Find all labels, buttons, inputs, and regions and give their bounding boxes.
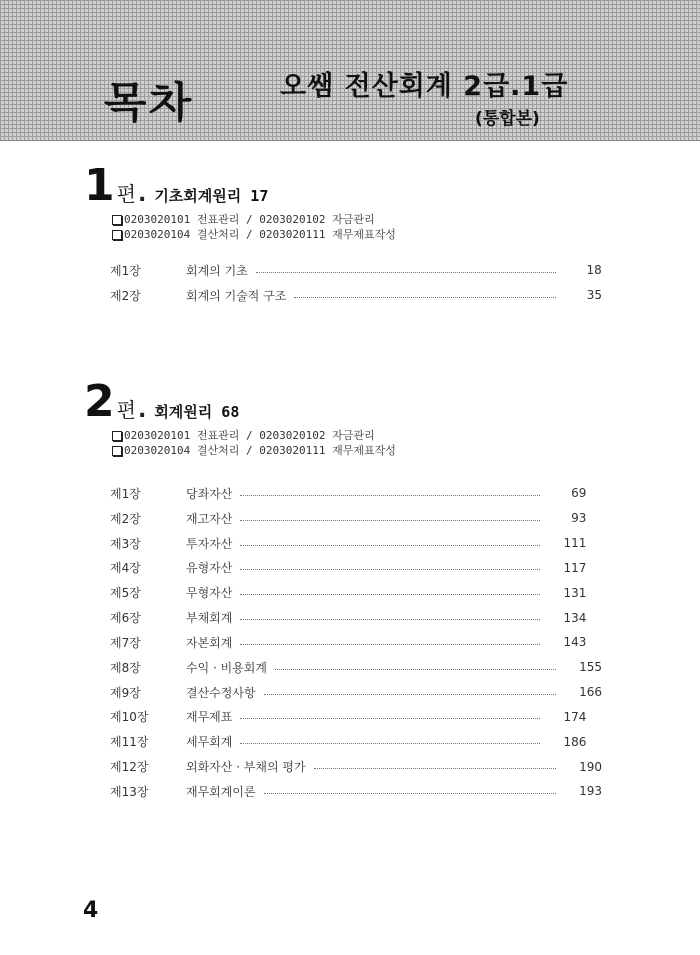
chapter-title: 자본회계 (186, 635, 233, 650)
book-subtitle: (통합본) (475, 109, 540, 129)
chapter-title: 투자자산 (186, 536, 233, 551)
chapter-title: 결산수정사항 (186, 685, 256, 700)
ncs-code-text: 0203020104 결산처리 / 0203020111 재무제표작성 (124, 444, 396, 457)
toc-row[interactable] (110, 531, 602, 556)
chapter-title: 외화자산 · 부채의 평가 (186, 760, 306, 775)
chapter-title: 당좌자산 (186, 486, 233, 501)
toc-row[interactable] (110, 754, 602, 779)
chapter-number: 제4장 (110, 561, 141, 576)
ncs-code-text: 0203020101 전표관리 / 0203020102 자금관리 (124, 213, 375, 226)
chapter-page: 166 (579, 685, 602, 700)
chapter-title: 수익 · 비용회계 (186, 660, 267, 675)
part-heading (84, 160, 396, 211)
checkbox-icon (112, 431, 122, 441)
chapter-page: 111 (563, 536, 587, 551)
part-2-chapter-list (110, 481, 602, 804)
part-2-section (84, 376, 396, 458)
part-title: 회계원리 68 (154, 403, 240, 421)
dot-leader (240, 520, 540, 521)
toc-row[interactable] (110, 506, 602, 531)
part-heading (84, 376, 396, 427)
chapter-number: 제12장 (110, 760, 149, 775)
dot-leader (264, 793, 556, 794)
chapter-page: 186 (563, 734, 587, 749)
toc-row[interactable] (110, 258, 602, 283)
chapter-number: 제2장 (110, 288, 141, 303)
dot-leader (240, 619, 540, 620)
chapter-page: 155 (579, 660, 602, 675)
book-title: 오쌤 전산회계 2급.1급 (280, 71, 569, 102)
chapter-title: 회계의 기초 (186, 263, 248, 278)
chapter-page: 193 (579, 784, 602, 799)
chapter-number: 제1장 (110, 486, 141, 501)
chapter-title: 회계의 기술적 구조 (186, 288, 287, 303)
checkbox-icon (112, 215, 122, 225)
chapter-number: 제1장 (110, 263, 141, 278)
toc-row[interactable] (110, 605, 602, 630)
dot-leader (314, 768, 556, 769)
part-1-section (84, 160, 396, 242)
chapter-number: 제6장 (110, 611, 141, 626)
dot-leader (240, 545, 540, 546)
ncs-code-list (112, 212, 396, 242)
part-dot: . (137, 398, 147, 423)
toc-row[interactable] (110, 779, 602, 804)
chapter-title: 세무회계 (186, 735, 233, 750)
part-1-chapter-list (110, 258, 602, 308)
toc-row[interactable] (110, 481, 602, 506)
chapter-page: 18 (586, 263, 602, 278)
ncs-code-list (112, 428, 396, 458)
ncs-code-text: 0203020104 결산처리 / 0203020111 재무제표작성 (124, 228, 396, 241)
chapter-title: 무형자산 (186, 586, 233, 601)
toc-row[interactable] (110, 729, 602, 754)
chapter-number: 제2장 (110, 511, 141, 526)
chapter-page: 35 (586, 288, 602, 303)
chapter-number: 제8장 (110, 660, 141, 675)
part-dot: . (137, 182, 147, 207)
toc-row[interactable] (110, 555, 602, 580)
chapter-page: 93 (571, 511, 587, 526)
toc-row[interactable] (110, 655, 602, 680)
ncs-code-line (112, 212, 396, 227)
dot-leader (240, 495, 540, 496)
dot-leader (240, 644, 540, 645)
part-title: 기초회계원리 17 (154, 187, 269, 205)
chapter-title: 부채회계 (186, 611, 233, 626)
dot-leader (264, 694, 556, 695)
page-number: 4 (83, 898, 99, 923)
chapter-title: 재무제표 (186, 710, 233, 725)
part-number: 1 (84, 160, 115, 211)
chapter-page: 190 (579, 759, 602, 774)
dot-leader (240, 594, 540, 595)
chapter-number: 제9장 (110, 685, 141, 700)
chapter-title: 재무회계이론 (186, 784, 256, 799)
ncs-code-text: 0203020101 전표관리 / 0203020102 자금관리 (124, 429, 375, 442)
toc-title: 목차 (103, 78, 194, 127)
chapter-page: 117 (563, 560, 587, 575)
chapter-number: 제13장 (110, 784, 149, 799)
part-label: 편 (116, 182, 136, 206)
chapter-page: 134 (563, 610, 587, 625)
header-banner (0, 0, 700, 141)
chapter-page: 69 (571, 486, 587, 501)
part-label: 편 (116, 398, 136, 422)
dot-leader (240, 743, 540, 744)
chapter-page: 131 (563, 585, 587, 600)
chapter-number: 제7장 (110, 635, 141, 650)
toc-row[interactable] (110, 680, 602, 705)
dot-leader (294, 297, 556, 298)
chapter-title: 유형자산 (186, 561, 233, 576)
chapter-page: 174 (563, 709, 587, 724)
toc-row[interactable] (110, 580, 602, 605)
toc-row[interactable] (110, 630, 602, 655)
chapter-title: 재고자산 (186, 511, 233, 526)
dot-leader (240, 718, 540, 719)
checkbox-icon (112, 230, 122, 240)
checkbox-icon (112, 446, 122, 456)
toc-row[interactable] (110, 704, 602, 729)
dot-leader (240, 569, 540, 570)
ncs-code-line (112, 227, 396, 242)
part-number: 2 (84, 376, 115, 427)
ncs-code-line (112, 428, 396, 443)
dot-leader (256, 272, 556, 273)
toc-row[interactable] (110, 283, 602, 308)
chapter-number: 제3장 (110, 536, 141, 551)
chapter-page: 143 (563, 635, 587, 650)
ncs-code-line (112, 443, 396, 458)
chapter-number: 제11장 (110, 735, 149, 750)
chapter-number: 제5장 (110, 586, 141, 601)
chapter-number: 제10장 (110, 710, 149, 725)
dot-leader (275, 669, 556, 670)
